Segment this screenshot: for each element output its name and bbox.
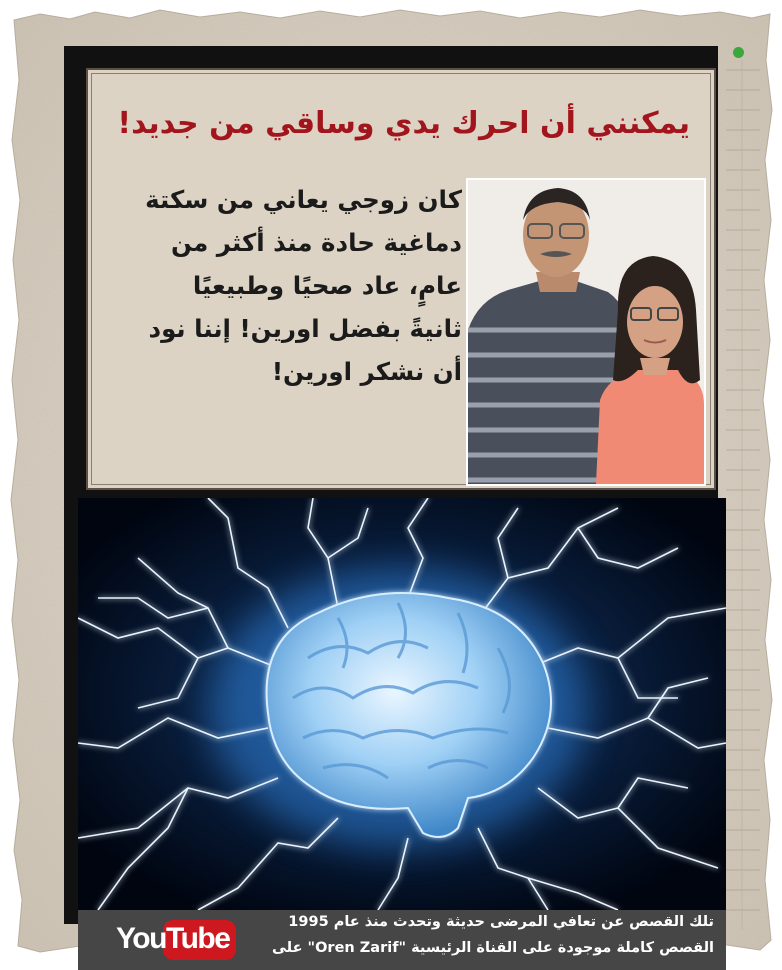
youtube-logo-tube: Tube	[166, 922, 230, 955]
testimonial-line: دماغية حادة منذ أكثر من	[171, 228, 462, 257]
testimonial-card	[86, 68, 716, 490]
couple-photo-icon	[468, 180, 704, 484]
brain-image	[78, 498, 726, 910]
youtube-footer-bar	[78, 910, 726, 970]
poster-frame	[64, 46, 718, 956]
headline: يمكنني أن احرك يدي وساقي من جديد!	[117, 106, 690, 141]
youtube-logo[interactable]	[116, 920, 236, 960]
poster-frame-inner	[70, 52, 714, 956]
testimonial-text	[102, 178, 462, 393]
testimonial-line: ثانيةً بفضل اورين! إننا نود	[148, 314, 462, 343]
glowing-brain-lightning-icon	[78, 498, 726, 910]
footer-line-2: القصص كاملة موجودة على القناة الرئيسية "Oren Zarif" على	[271, 940, 714, 956]
testimonial-line: عامٍ، عاد صحيًا وطبيعيًا	[192, 271, 462, 300]
green-dot-marker	[733, 47, 744, 58]
testimonial-line: أن نشكر اورين!	[271, 357, 462, 386]
footer-line-1: تلك القصص عن تعافي المرضى حديثة وتحدث منذ عام 1995	[288, 914, 714, 930]
testimonial-line: كان زوجي يعاني من سكتة	[145, 185, 462, 214]
couple-photo	[466, 178, 706, 486]
youtube-logo-you: You	[116, 922, 166, 955]
